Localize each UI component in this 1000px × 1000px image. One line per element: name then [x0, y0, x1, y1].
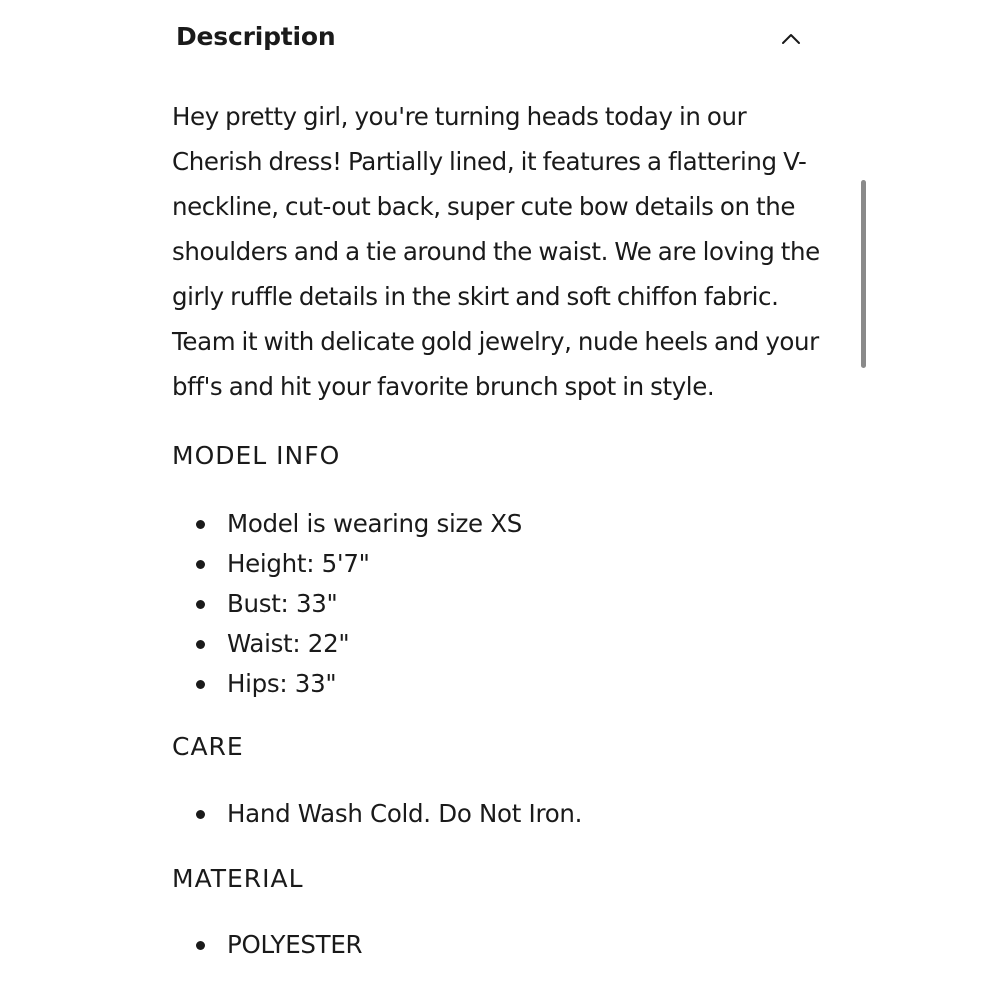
- material-list: [196, 925, 362, 965]
- care-list: [196, 794, 582, 834]
- model-info-heading: MODEL INFO: [172, 441, 341, 470]
- list-item: Bust: 33": [196, 584, 522, 624]
- list-item: Hand Wash Cold. Do Not Iron.: [196, 794, 582, 834]
- scrollbar-thumb[interactable]: [861, 180, 866, 368]
- care-heading: CARE: [172, 732, 244, 761]
- list-item: Height: 5'7": [196, 544, 522, 584]
- list-item: Waist: 22": [196, 624, 522, 664]
- product-description: Hey pretty girl, you're turning heads today in our Cherish dress! Partially lined, it features a flattering V-neckline, cut-out back, super cute bow details on the shoulders and a tie around the waist. We are loving the girly ruffle details in the skirt and soft chiffon fabric. Team it with delicate gold jewelry, nude heels and your bff's and hit your favorite brunch spot in style.: [172, 102, 820, 401]
- material-heading: MATERIAL: [172, 864, 304, 893]
- description-accordion-header[interactable]: [176, 18, 806, 60]
- accordion-title: Description: [176, 22, 336, 51]
- chevron-up-icon[interactable]: [780, 28, 802, 50]
- list-item: Model is wearing size XS: [196, 504, 522, 544]
- model-info-list: [196, 504, 522, 704]
- list-item: POLYESTER: [196, 925, 362, 965]
- list-item: Hips: 33": [196, 664, 522, 704]
